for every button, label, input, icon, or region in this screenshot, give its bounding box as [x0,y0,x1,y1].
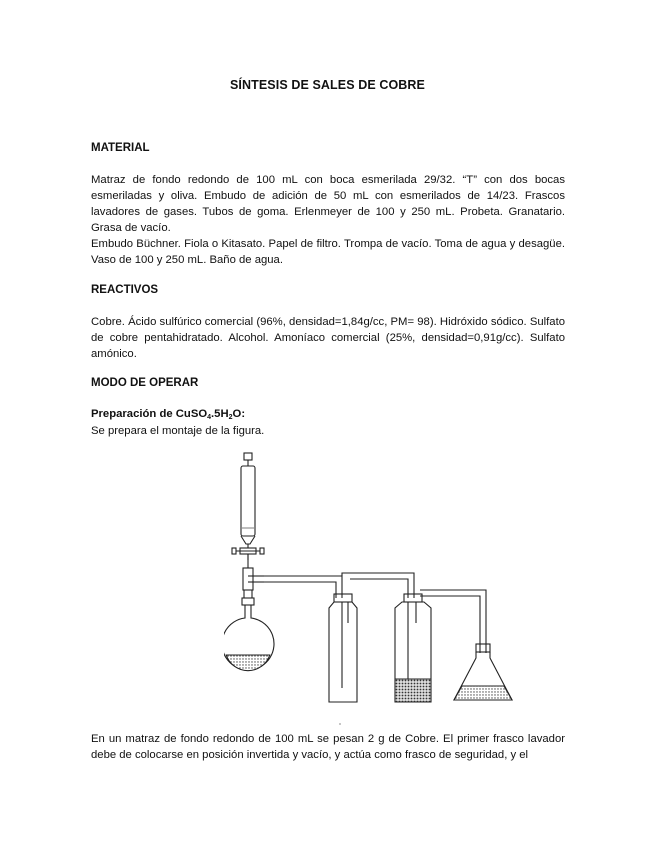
material-paragraph-2: Embudo Büchner. Fiola o Kitasato. Papel de filtro. Trompa de vacío. Toma de agua y desagüe. Vaso de 100 y 250 mL. Baño de agua. [91,238,565,266]
connecting-tubes [264,573,486,653]
apparatus-figure [224,448,530,733]
subheading-prefix: Preparación de CuSO [91,408,208,420]
preparation-intro: Se prepara el montaje de la figura. [91,425,265,437]
subheading-subscript-2: 2 [228,414,233,421]
round-bottom-flask [224,568,274,671]
erlenmeyer-flask [454,644,512,700]
wash-bottle-2 [395,594,431,702]
reactivos-heading: REACTIVOS [91,284,159,296]
material-text [91,172,565,268]
procedure-text [91,731,565,763]
wash-bottle-safety [329,594,357,702]
subheading-mid: .5H [211,408,229,420]
material-paragraph-1: Matraz de fondo redondo de 100 mL con boca esmerilada 29/32. “T” con dos bocas esmeriladas y oliva. Embudo de adición de 50 mL con esmerilados de 14/23. Frascos lavadores de gases. Tubos de goma. Erlenmeyer de 100 y 250 mL. Probeta. Granatario. Grasa de vacío. [91,174,565,234]
material-heading: MATERIAL [91,142,150,154]
reactivos-text [91,314,565,362]
reactivos-paragraph: Cobre. Ácido sulfúrico comercial (96%, densidad=1,84g/cc, PM= 98). Hidróxido sódico. Sulfato de cobre pentahidratado. Alcohol. Amoníaco comercial (25%, densidad=0,91g/cc). Sulfato amónico. [91,316,565,360]
subheading-subscript-4: 4 [207,414,212,421]
procedure-paragraph: En un matraz de fondo redondo de 100 mL se pesan 2 g de Cobre. El primer frasco lavador debe de colocarse en posición invertida y vacío, y actúa como frasco de seguridad, y el [91,733,565,761]
modo-heading: MODO DE OPERAR [91,377,199,389]
document-title: SÍNTESIS DE SALES DE COBRE [230,78,425,92]
subheading-suffix: O: [232,408,246,420]
addition-funnel [232,453,264,568]
